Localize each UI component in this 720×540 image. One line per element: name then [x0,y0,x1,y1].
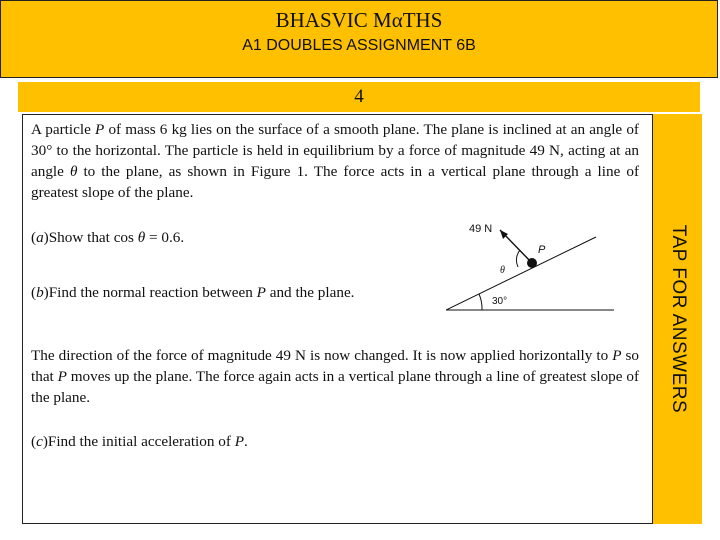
part-b-var-p: P [256,284,266,301]
plane-angle-label: 30° [492,296,508,307]
assignment-subtitle: A1 DOUBLES ASSIGNMENT 6B [242,37,476,54]
title-banner [0,0,718,78]
part-c-text-1: Find the initial acceleration of [47,433,235,450]
part-a-var-theta: θ [137,229,146,246]
intro-text-3: to the plane, as shown in Figure 1. The force acts in a vertical plane through a line of greatest slope of the plane. [31,163,640,201]
change-text-3: moves up the plane. The force again acts in a vertical plane through a line of greatest slope of the plane. [31,368,639,406]
intro-var-theta: θ [69,163,78,180]
tap-for-answers-button[interactable] [652,114,702,524]
part-a-text-2: = 0.6. [145,229,185,246]
change-text-2: so that [31,347,639,385]
particle-p [527,258,537,268]
change-text-1: The direction of the force of magnitude 49 N is now changed. It is now applied horizontally to [31,347,613,364]
particle-label: P [538,244,546,256]
tap-for-answers-label: TAP FOR ANSWERS [667,224,689,414]
intro-text-1: A particle [31,121,95,138]
intro-var-p: P [95,121,105,138]
question-intro [31,119,639,203]
page-title: BHASVIC MαTHS [275,8,443,32]
part-a-text-1: Show that cos [48,229,138,246]
part-c-var-p: P [234,433,244,450]
part-c-label: c [36,433,43,450]
part-b-text-1: Find the normal reaction between [48,284,257,301]
intro-text-2: of mass 6 kg lies on the surface of a smooth plane. The plane is inclined at an angle of 30° to the horizontal. The particle is held in equilibrium by a force of magnitude 49 N, acting at an angle [31,121,639,180]
theta-label: θ [500,265,505,276]
change-var-p1: P [612,347,622,364]
part-b-text-2: and the plane. [265,284,355,301]
plane-angle-arc [479,294,482,310]
part-c: (c)Find the initial acceleration of P. [31,433,248,450]
change-var-p2: P [57,368,67,385]
part-a: (a)Show that cos θ = 0.6. [31,229,185,246]
question-panel [22,114,702,524]
part-b-label: b [36,284,44,301]
theta-arc [516,250,520,267]
force-label: 49 N [469,223,493,235]
part-c-text-2: . [243,433,248,450]
changed-force-paragraph [31,345,639,408]
inclined-plane-line [446,237,596,310]
question-number: 4 [354,86,364,107]
part-a-label: a [36,229,44,246]
part-b: (b)Find the normal reaction between P and the plane. [31,284,355,301]
figure-1-diagram [446,220,616,315]
question-number-bar [18,82,700,112]
